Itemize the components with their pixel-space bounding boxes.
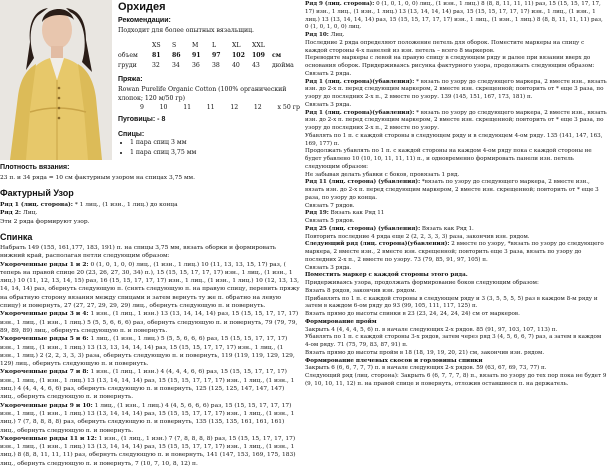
back-line	[0, 261, 300, 311]
row-lead: Ряд 1 (лиц. сторона):	[0, 201, 73, 208]
yarn-count: 10	[159, 104, 168, 111]
instruction-line	[305, 71, 608, 79]
row-text: Связать 7 рядов.	[305, 202, 355, 209]
yarn-count: 11	[183, 104, 192, 111]
row-text: Лиц.	[21, 210, 38, 217]
size-header: S	[172, 41, 177, 49]
size-header-row	[118, 40, 298, 50]
chest-size-row	[118, 50, 298, 60]
size-value: 91	[192, 51, 201, 59]
row-text: 2 вместе по узору, *вязать по узору до следующего маркера, 2 вместе изн., 2 вместе изн. скрещенной; повторить еще 3 раза, вязать по узору до последних 2-х п., 2 вместе по узору. 73 (79, 85, 91, 97, 105) п.	[305, 241, 604, 263]
yarn-unit: х 50 гр	[277, 104, 300, 111]
back-line	[0, 402, 300, 435]
texture-heading: Фактурный Узор	[0, 188, 74, 198]
size-header: XS	[152, 41, 161, 49]
size-header: XL	[232, 41, 241, 49]
size-value: 81	[152, 51, 161, 59]
size-value: 40	[232, 61, 240, 69]
row-text: * вязать по узору до следующего маркера, 2 вместе изн., вязать изн. до 2-х п. перед следующим маркером, 2 вместе изн. скрещенной; повторить от * еще 3 раза, по узору до последних 2-х п., 2 вместе по узору.	[305, 109, 607, 131]
row-lead: Ряд 9 (лиц. сторона):	[305, 1, 375, 7]
instruction-line	[305, 365, 608, 373]
cardigan-model-image	[0, 0, 112, 160]
row-lead: Укороченные ряды 7 и 8:	[0, 368, 89, 376]
texture-line	[0, 218, 300, 226]
instruction-line	[305, 210, 608, 218]
row-lead: Ряд 1 (лиц. сторона)(убавления):	[305, 109, 415, 116]
instruction-line	[305, 1, 608, 32]
row-lead: Ряд 25 (лиц. сторона) (убавления):	[305, 225, 421, 232]
back-line	[0, 435, 300, 468]
row-text: 1 изн., (1 лиц., 1 изн.) 13 (13, 14, 14, 14) раз, 15 (15, 15, 17, 17, 17) изн., 1 лиц., (1 изн., 1 лиц.) 5 (5, 5, 6, 6, 6) раз, обернуть следующую п. и повернуть, 79 (79, 79, 89, 89, 89) лиц., обернуть следующую п. и повернуть.	[0, 311, 299, 334]
row-lead: Ряд 1 (лиц. сторона)(убавления):	[305, 78, 415, 85]
texture-line	[0, 201, 300, 209]
back-line	[0, 335, 300, 368]
row-lead: Формирование плечевых скосов и горловины спинки	[305, 357, 483, 364]
yarn-count: 12	[253, 104, 262, 111]
size-unit: см	[272, 51, 282, 59]
row-lead: Укороченные ряды 3 и 4:	[0, 310, 89, 318]
right-column	[305, 0, 608, 415]
yarn-count: 9	[140, 104, 144, 111]
row-text: Повторить последние 4 ряда еще 2 (2, 2, 3, 3, 3) раза, закончив изн. рядом.	[305, 233, 530, 240]
size-value: 43	[252, 61, 260, 69]
row-text: 1 изн., (1 лиц., 1 изн.) 7 (7, 8, 8, 8, 8) раз, 15 (15, 15, 17, 17, 17) изн., 1 лиц., (1 изн., 1 лиц.) 13 (13, 14, 14, 14) раз, 15 (15, 15, 17, 17, 17) изн., 1 лиц., (1 изн., 1 лиц.) 8 (8, 8, 11, 11, 11) раз, обернуть следующую п. и повернуть, 141 (147, 153, 169, 175, 183) лиц., обернуть следующую п. и повернуть, 7 (10, 7, 10, 8, 12) п.	[0, 435, 296, 467]
instruction-line	[305, 373, 608, 389]
instruction-line	[305, 40, 608, 56]
instruction-line	[305, 288, 608, 296]
instruction-line	[305, 241, 608, 264]
size-value: 34	[172, 61, 180, 69]
row-text: Вязать прямо до высоты спинки в 23 (23, 24, 24, 24, 24) см от маркеров.	[305, 311, 520, 317]
row-lead: Ряд 2:	[0, 209, 22, 217]
recommendations-heading: Рекомендации:	[118, 17, 171, 24]
size-value: 97	[212, 51, 221, 59]
texture-block	[0, 201, 300, 226]
row-text: 0 (1, 0, 1, 0, 0) лиц., (1 изн., 1 лиц.) 8 (8, 8, 11, 11, 11) раз, 15 (15, 15, 17, 17, 17) изн., 1 лиц., (1 изн., 1 лиц.) 13 (13, 14, 14, 14) раз, 15 (15, 15, 17, 17, 17) изн., 1 лиц., (1 изн., 1 лиц.) 13 (13, 14, 14, 14) раз, 15 (15, 15, 17, 17, 17) изн., 1 лиц., (1 изн., 1 лиц.) 8 (8, 8, 11, 11, 11) раз, 0 (1, 0, 1, 0, 0) лиц.	[305, 1, 603, 31]
instruction-line	[305, 179, 608, 202]
size-value: 32	[152, 61, 160, 69]
yarn-counts	[140, 104, 300, 111]
row-text: Лиц.	[328, 32, 345, 38]
size-value: 38	[212, 61, 220, 69]
needles-list	[118, 138, 196, 158]
row-text: Придерживаясь узора, продолжать формирование боков следующим образом:	[305, 280, 539, 286]
instruction-line	[305, 203, 608, 211]
row-text: Вязать прямо до высоты пройм в 18 (18, 19, 19, 20, 21) см, закончив изн. рядом.	[305, 349, 545, 356]
yarn-count: 12	[230, 104, 239, 111]
instruction-line	[305, 218, 608, 226]
row-text: Вязать как Ряд 11	[328, 210, 385, 217]
row-text: 1 лиц., (1 изн., 1 лиц.) 4 (4, 5, 6, 6, 6) раз, 15 (15, 15, 17, 17, 17) изн., 1 лиц., (1 изн., 1 лиц.) 13 (13, 14, 14, 14) раз, 15 (15, 15, 17, 17, 17) изн., 1 лиц., (1 изн., 1 лиц.) 7 (7, 8, 8, 8, 8) раз, обернуть следующую п. и повернуть, 135 (135, 135, 161, 161, 161) лиц., обернуть следующую п. и повернуть.	[0, 402, 295, 434]
instruction-line	[305, 280, 608, 288]
row-text: Переводите маркеры с левой на правую спицу в следующем ряду и далее при вязании вверх до основания оборок. Придерживаясь рисунка фактурного узора, продолжать следующим образом:	[305, 55, 595, 69]
instruction-line	[305, 148, 608, 171]
back-line	[0, 310, 300, 335]
row-text: Эти 2 ряда формируют узор.	[0, 218, 90, 225]
size-unit: дюйма	[272, 61, 294, 69]
instruction-line	[305, 55, 608, 71]
size-header: XXL	[252, 41, 265, 49]
row-text: Последние 2 ряда определяют положение петель для оборок. Поместите маркеры на спицу с каждой стороны 4-х панелей из изн. петель – всего 8 маркеров.	[305, 39, 585, 54]
row-text: * вязать по узору до следующего маркера, 2 вместе изн., вязать изн. до 2-х п. перед следующим маркером, 2 вместе изн. скрещенной; повторить от * еще 3 раза, по узору до последних 2-х п., 2 вместе по узору. 139 (145, 151, 167, 173, 181) п.	[305, 78, 607, 100]
row-text: Связать 2 ряда.	[305, 70, 352, 77]
instruction-line	[305, 133, 608, 149]
left-column	[0, 0, 302, 467]
row-lead: Укороченные ряды 5 и 6:	[0, 335, 89, 343]
needle-item: • 1 пара спиц 3,75 мм	[130, 148, 196, 158]
row-text: *вязать по узору до следующего маркера, 2 вместе изн., вязать изн. до 2-х п. перед следующим маркером, 2 вместе изн. скрещенной; повторить от * еще 3 раза, по узору до конца.	[305, 179, 599, 201]
row-lead: Укороченные ряды 1 и 2:	[0, 260, 89, 268]
model-photo	[0, 0, 112, 160]
row-text: Убавлять по 1 п. с каждой стороны в следующем ряду и в следующем 4-ом ряду. 135 (141, 147, 163, 169, 177) п.	[305, 132, 603, 147]
instruction-line	[305, 102, 608, 110]
back-heading: Спинка	[0, 232, 33, 242]
row-text: Связать 5 рядов.	[305, 218, 355, 224]
row-lead: Следующий ряд (лиц. сторона)(убавления):	[305, 241, 450, 248]
gauge-text: 23 п. и 34 ряда = 10 см фактурным узором на спицах 3,75 мм.	[0, 175, 195, 181]
row-lead: Ряд 11 (лиц. сторона) (убавления):	[305, 179, 421, 186]
size-header: L	[212, 41, 217, 49]
row-text: 0 (1, 0, 1, 0, 0) лиц., (1 изн., 1 лиц.) 10 (11, 13, 13, 15, 17) раз, ( теперь на правой спице 20 (23, 26, 27, 30, 34) п.), 15 (15, 15, 17, 17, 17) изн., 1 лиц., (1 изн., 1 лиц.) 10 (11, 12, 13, 14, 15) раз, 16 (15, 15, 17, 17, 17) изн., 1 лиц., (1 изн., 1 лиц.) 10 (12, 13, 13, 14, 14, 14) раз, обернуть следующую п. (снять следующую п. на правую спицу, перевить пряжу на обратную сторону вязания между спицами и затем вернуть ту же п. обратно на левую спицу) и повернуть, 27 (27, 27, 29, 29, 29) лиц., обернуть следующую п. и повернуть.	[0, 261, 300, 310]
size-header: M	[192, 41, 199, 49]
row-text: Продолжать убавлять по 1 п. с каждой стороны на каждом 4-ом ряду пока с каждой стороны не будет убавлено 10 (10, 10, 11, 11, 11) п., и одновременно формировать панели изн. петель следующим образом:	[305, 148, 592, 170]
row-lead: Укороченные ряды 9 и 10:	[0, 401, 93, 409]
row-lead: Ряд 19:	[305, 210, 329, 217]
row-text: Связать 3 ряда.	[305, 264, 352, 271]
texture-line	[0, 209, 300, 217]
recommendations-text: Подходит для более опытных вязальщиц.	[118, 27, 255, 34]
instruction-line	[305, 79, 608, 102]
row-text: Закрыть 6 (6, 6, 7, 7, 7) п. в начале следующих 2-х рядов. 59 (63, 67, 69, 73, 77) п.	[305, 365, 547, 372]
row-text: 1 лиц., (1 изн., 1 лиц.) 5 (5, 5, 6, 6, 6) раз, 15 (15, 15, 17, 17, 17) изн., 1 лиц., (1 изн., 1 лиц.) 13 (13, 13, 14, 14, 14) раз, 15 (15, 15, 17, 17, 17) изн., 1 лиц., (1 изн., 1 лиц.) 2 (2, 2, 3, 3, 3) раза, обернуть следующую п. и повернуть, 119 (119, 119, 129, 129, 129) лиц., обернуть следующую п. и повернуть.	[0, 336, 295, 368]
back-line	[0, 244, 300, 261]
row-text: 1 изн., (1 лиц., 1 изн.) 4 (4, 4, 4, 6, 6) раз, 15 (15, 15, 17, 17, 17) изн., 1 лиц., (1 изн., 1 лиц.) 13 (13, 14, 14, 14) раз, 15 (15, 15, 17, 17, 17) изн., 1 лиц., (1 изн., 1 лиц.) 4 (4, 4, 4, 6, 6) раз, обернуть следующую п. и повернуть, 125 (125, 125, 147, 147, 147) лиц., обернуть следующую п. и повернуть.	[0, 369, 295, 401]
row-label: груди	[118, 61, 137, 69]
row-text: Вязать 8 рядов, закончив изн. рядом.	[305, 287, 417, 294]
row-text: Закрыть 4 (4, 4, 4, 5, 6) п. в начале следующих 2-х рядов. 85 (91, 97, 103, 107, 113) п.	[305, 326, 558, 333]
buttons-heading: Пуговицы: - 8	[118, 116, 166, 123]
row-lead: Ряд 10:	[305, 32, 329, 38]
row-lead: Формирование пройм	[305, 318, 377, 325]
size-value: 36	[192, 61, 200, 69]
row-text: Набрать 149 (155, 161,177, 183, 191) п. на спицы 3,75 мм, вязать оборки и формировать нижний край, располагая петли следующим образом:	[0, 245, 276, 260]
back-instructions	[0, 244, 300, 468]
instruction-line	[305, 226, 608, 234]
needle-item: • 1 пара спиц 3 мм	[130, 138, 196, 148]
size-value: 102	[232, 51, 245, 59]
size-table	[118, 40, 298, 70]
instruction-line	[305, 319, 608, 327]
pattern-title: Орхидея	[118, 1, 166, 13]
instruction-line	[305, 272, 608, 280]
instruction-line	[305, 32, 608, 40]
row-text: Убавлять по 1 п. с каждой стороны 3-х рядов, затем через ряд 3 (4, 5, 6, 6, 7) раз, а затем в каждом 4-ом ряду. 71 (75, 79, 83, 87, 91) п.	[305, 334, 602, 348]
row-text: Прибавлять по 1 п. с каждой стороны в следующем ряду и 3 (3, 5, 5, 5, 5) раз в каждом 8-м ряду и затем в каждом 6-ом ряду до 93 (99, 105, 111, 117, 125) п.	[305, 295, 598, 310]
row-text: Следующий ряд (лиц. сторона): Закрыть 6 (6, 7, 7, 7, 8) п., вязать по узору до тех пор пока не будет 9 (9, 10, 10, 11, 12) п. на правой спице и повернуть, отложив оставшиеся п. на держатель.	[305, 373, 607, 387]
instruction-line	[305, 296, 608, 312]
size-value: 109	[252, 51, 265, 59]
needles-heading: Спицы:	[118, 131, 145, 138]
yarn-heading: Пряжа:	[118, 76, 143, 83]
yarn-count: 11	[206, 104, 215, 111]
instruction-line	[305, 334, 608, 350]
row-text: Не забывая делать убавки с боков, провязать 1 ряд.	[305, 171, 460, 178]
back-line	[0, 368, 300, 401]
right-instructions	[305, 1, 608, 389]
row-lead: Поместить маркер с каждой стороны этого ряда.	[305, 272, 468, 279]
instruction-line	[305, 110, 608, 133]
row-label: объем	[118, 51, 138, 59]
size-value: 86	[172, 51, 181, 59]
yarn-text: Rowan Purelife Organic Cotton (100% органический хлопок; 120 м/50 гр)	[118, 86, 287, 102]
instruction-line	[305, 350, 608, 358]
chest-inch-row	[118, 60, 298, 70]
instruction-line	[305, 311, 608, 319]
row-lead: Укороченные ряды 11 и 12:	[0, 434, 97, 442]
gauge-heading: Плотность вязания:	[0, 164, 70, 171]
row-text: Вязать как Ряд 1.	[420, 225, 474, 232]
row-text: Связать 3 ряда.	[305, 101, 352, 108]
row-text: * 1 лиц., (1 изн., 1 лиц.) до конца	[72, 202, 178, 208]
